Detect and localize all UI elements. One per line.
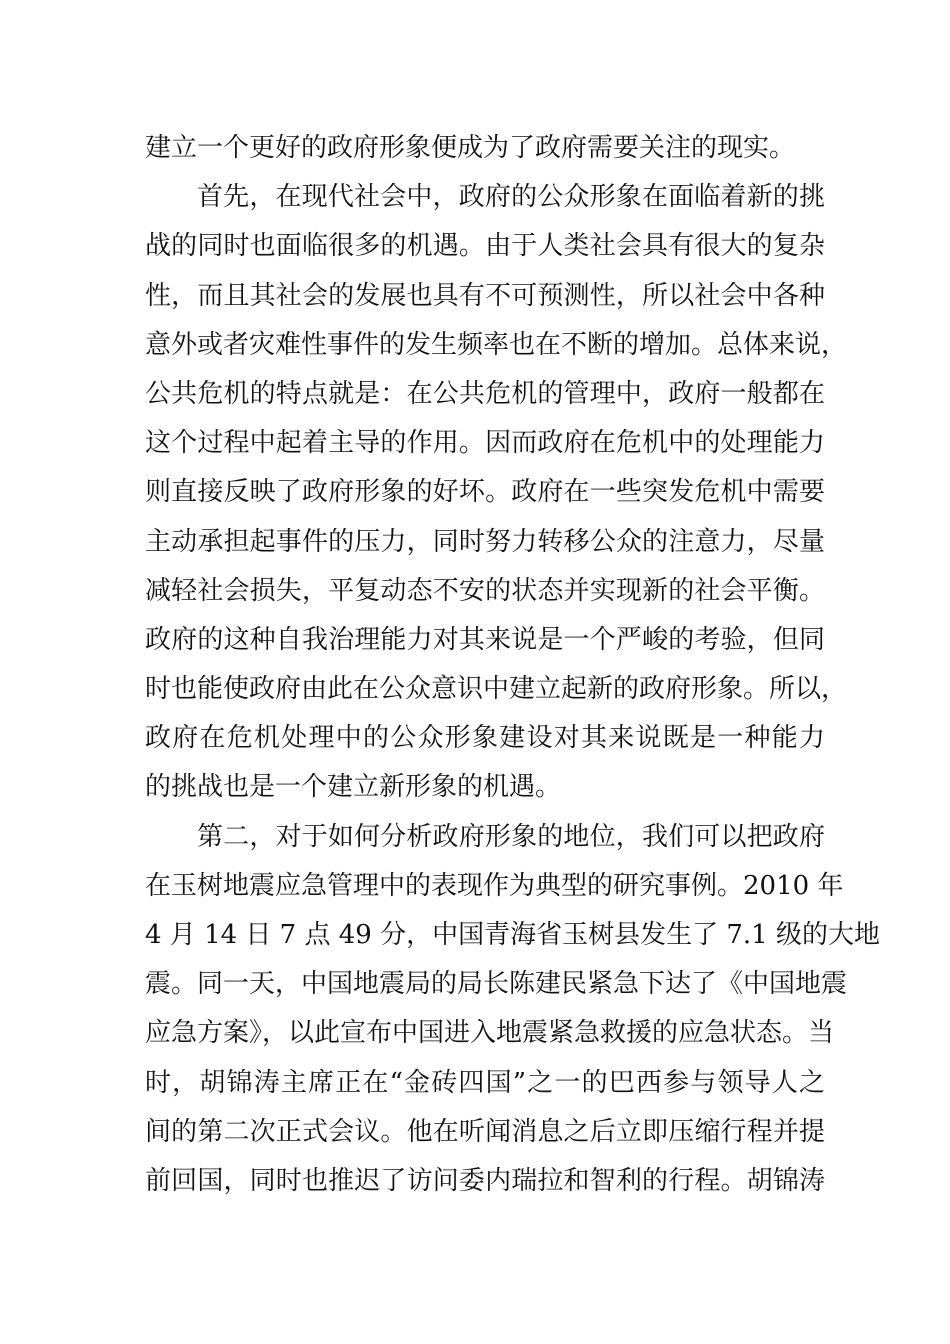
text-line: 前回国，同时也推迟了访问委内瑞拉和智利的行程。胡锦涛: [145, 1165, 825, 1196]
paragraph-first-line: 第二，对于如何分析政府形象的地位，我们可以把政府: [197, 821, 825, 852]
text-line: 政府在危机处理中的公众形象建设对其来说既是一种能力: [145, 723, 825, 754]
text-line: 减轻社会损失，平复动态不安的状态并实现新的社会平衡。: [145, 575, 825, 606]
text-line: 政府的这种自我治理能力对其来说是一个严峻的考验，但同: [145, 624, 825, 655]
text-line: 震。同一天，中国地震局的局长陈建民紧急下达了《中国地震: [145, 969, 848, 1000]
text-line: 时也能使政府由此在公众意识中建立起新的政府形象。所以，: [145, 674, 848, 705]
text-line: 意外或者灾难性事件的发生频率也在不断的增加。总体来说，: [145, 329, 848, 360]
text-line: 战的同时也面临很多的机遇。由于人类社会具有很大的复杂: [145, 231, 825, 262]
body-text: [145, 124, 880, 1206]
text-line: 公共危机的特点就是：在公共危机的管理中，政府一般都在: [145, 378, 825, 409]
text-line: 主动承担起事件的压力，同时努力转移公众的注意力，尽量: [145, 526, 825, 557]
text-line: 应急方案》，以此宣布中国进入地震紧急救援的应急状态。当: [145, 1018, 835, 1049]
text-line: 在玉树地震应急管理中的表现作为典型的研究事例。2010 年: [145, 870, 844, 901]
text-line: 性，而且其社会的发展也具有不可预测性，所以社会中各种: [145, 280, 825, 311]
text-line: 间的第二次正式会议。他在听闻消息之后立即压缩行程并提: [145, 1116, 825, 1147]
paragraph-first-line: 首先，在现代社会中，政府的公众形象在面临着新的挑: [197, 182, 825, 213]
text-line: 则直接反映了政府形象的好坏。政府在一些突发危机中需要: [145, 477, 825, 508]
text-line: 时，胡锦涛主席正在“金砖四国”之一的巴西参与领导人之: [145, 1067, 825, 1098]
text-line: 建立一个更好的政府形象便成为了政府需要关注的现实。: [145, 133, 796, 163]
text-line: 这个过程中起着主导的作用。因而政府在危机中的处理能力: [145, 428, 825, 459]
text-line: 4 月 14 日 7 点 49 分，中国青海省玉树县发生了 7.1 级的大地: [145, 920, 880, 950]
text-line: 的挑战也是一个建立新形象的机遇。: [145, 772, 562, 803]
